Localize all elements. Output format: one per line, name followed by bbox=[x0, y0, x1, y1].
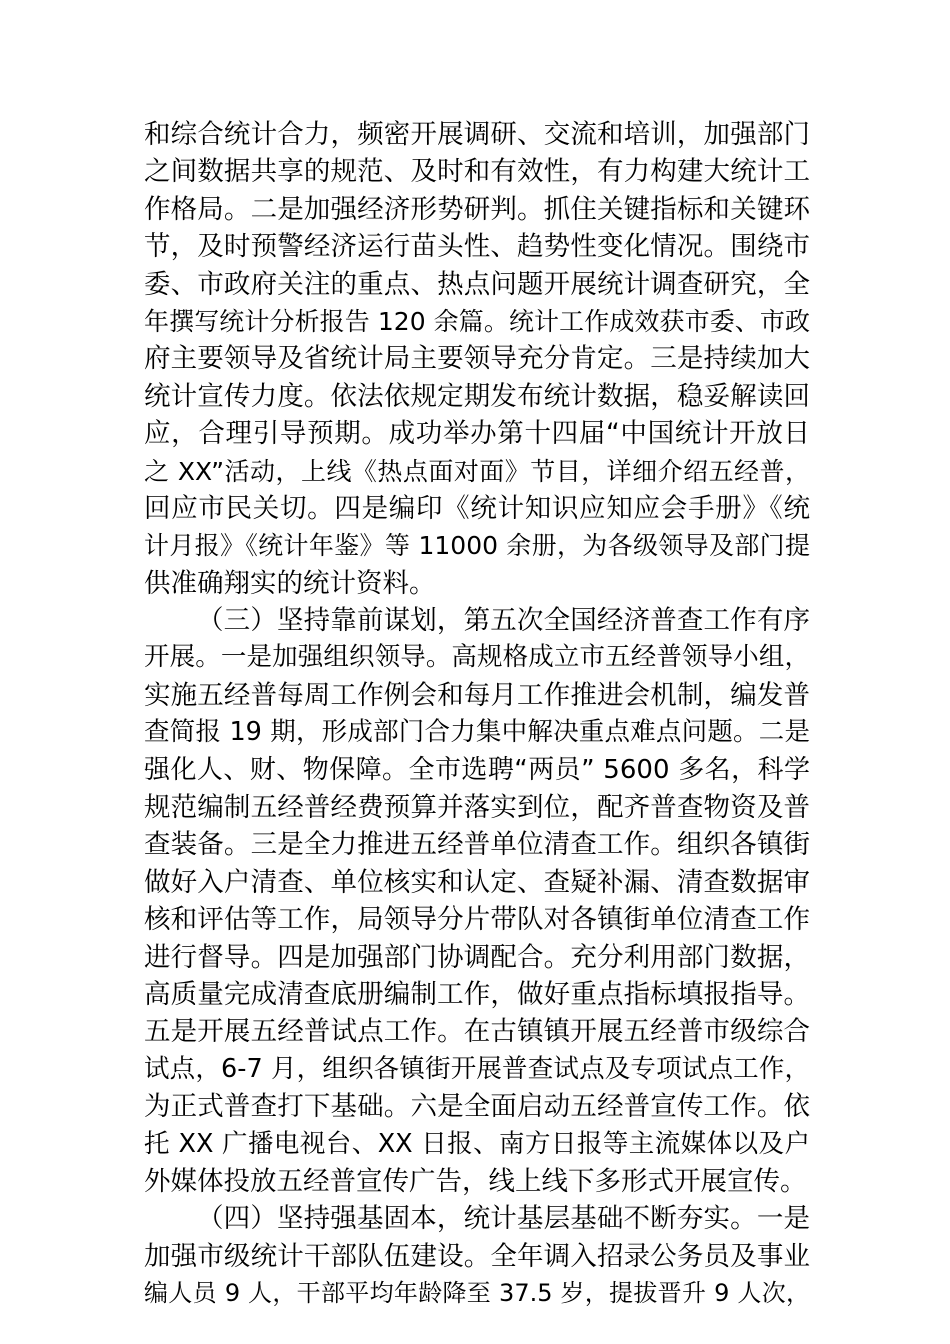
text-line: 托 XX 广播电视台、XX 日报、南方日报等主流媒体以及户 bbox=[144, 1128, 810, 1159]
text-line: 外媒体投放五经普宣传广告，线上线下多形式开展宣传。 bbox=[144, 1165, 807, 1197]
text-line: 编人员 9 人，干部平均年龄降至 37.5 岁，提拔晋升 9 人次， bbox=[144, 1279, 810, 1308]
text-line: 五是开展五经普试点工作。在古镇镇开展五经普市级综合 bbox=[144, 1016, 810, 1048]
text-line: 年撰写统计分析报告 120 余篇。统计工作成效获市委、市政 bbox=[144, 306, 810, 336]
text-line: 委、市政府关注的重点、热点问题开展统计调查研究，全 bbox=[144, 268, 810, 300]
text-line: 核和评估等工作，局领导分片带队对各镇街单位清查工作 bbox=[144, 904, 810, 936]
text-line: 开展。一是加强组织领导。高规格成立市五经普领导小组， bbox=[144, 642, 810, 673]
body-text bbox=[144, 116, 810, 1313]
text-line: 统计宣传力度。依法依规定期发布统计数据，稳妥解读回 bbox=[144, 380, 810, 412]
text-line: 实施五经普每周工作例会和每月工作推进会机制，编发普 bbox=[144, 679, 810, 711]
text-line: 府主要领导及省统计局主要领导充分肯定。三是持续加大 bbox=[144, 343, 810, 375]
text-line: 进行督导。四是加强部门协调配合。充分利用部门数据， bbox=[144, 941, 810, 973]
section-heading-line: （三）坚持靠前谋划，第五次全国经济普查工作有序 bbox=[197, 605, 810, 637]
text-line: 做好入户清查、单位核实和认定、查疑补漏、清查数据审 bbox=[144, 866, 810, 898]
text-line: 之 XX”活动，上线《热点面对面》节目，详细介绍五经普， bbox=[144, 456, 810, 486]
text-line: 规范编制五经普经费预算并落实到位，配齐普查物资及普 bbox=[144, 792, 810, 824]
text-line: 查装备。三是全力推进五经普单位清查工作。组织各镇街 bbox=[144, 829, 810, 861]
text-line: 计月报》《统计年鉴》等 11000 余册，为各级领导及部门提 bbox=[144, 531, 810, 561]
section-heading-line: （四）坚持强基固本，统计基层基础不断夯实。一是 bbox=[197, 1203, 810, 1235]
text-line: 应，合理引导预期。成功举办第十四届“中国统计开放日 bbox=[144, 418, 810, 450]
text-line: 之间数据共享的规范、及时和有效性，有力构建大统计工 bbox=[144, 156, 810, 188]
text-line: 查简报 19 期，形成部门合力集中解决重点难点问题。二是 bbox=[144, 717, 810, 748]
text-line: 供准确翔实的统计资料。 bbox=[144, 567, 436, 599]
text-line: 和综合统计合力，频密开展调研、交流和培训，加强部门 bbox=[144, 119, 810, 150]
text-line: 加强市级统计干部队伍建设。全年调入招录公务员及事业 bbox=[144, 1240, 810, 1272]
text-line: 节，及时预警经济运行苗头性、趋势性变化情况。围绕市 bbox=[144, 231, 810, 263]
text-line: 试点，6-7 月，组织各镇街开展普查试点及专项试点工作， bbox=[144, 1053, 810, 1084]
text-line: 高质量完成清查底册编制工作，做好重点指标填报指导。 bbox=[144, 978, 810, 1010]
text-line: 作格局。二是加强经济形势研判。抓住关键指标和关键环 bbox=[144, 193, 810, 225]
text-line: 为正式普查打下基础。六是全面启动五经普宣传工作。依 bbox=[144, 1091, 810, 1123]
text-line: 强化人、财、物保障。全市选聘“两员” 5600 多名，科学 bbox=[144, 754, 810, 785]
text-line: 回应市民关切。四是编印《统计知识应知应会手册》《统 bbox=[144, 492, 810, 524]
